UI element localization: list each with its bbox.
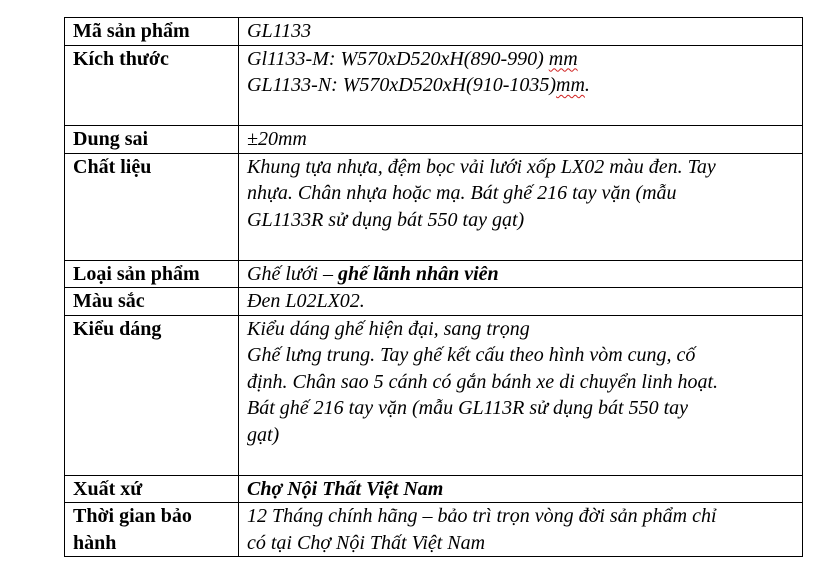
row-label: Kích thước — [65, 45, 239, 126]
value-line: Kiểu dáng ghế hiện đại, sang trọng — [247, 317, 530, 340]
origin-value — [239, 475, 803, 503]
value-line: 12 Tháng chính hãng – bảo trì trọn vòng đời sản phẩm chỉ — [247, 505, 717, 527]
table-row-product-type — [65, 260, 803, 288]
row-label: Màu sắc — [65, 288, 239, 316]
row-label: Chất liệu — [65, 153, 239, 260]
row-label: Dung sai — [65, 126, 239, 154]
row-label: Xuất xứ — [65, 475, 239, 503]
dimension-m: Gl1133-M: W570xD520xH(890-990) — [247, 47, 549, 70]
label-line: hành — [73, 531, 117, 554]
product-type-value — [239, 260, 803, 288]
value-line — [247, 261, 794, 288]
label-line: Thời gian bảo — [73, 505, 192, 527]
tolerance-value — [239, 126, 803, 154]
value-line: có tại Chợ Nội Thất Việt Nam — [247, 531, 486, 554]
table-row-style — [65, 315, 803, 475]
value-line: ±20mm — [247, 128, 307, 150]
value-line: Khung tựa nhựa, đệm bọc vải lưới xốp LX02 màu đen. Tay — [247, 155, 716, 178]
value-line — [247, 72, 794, 99]
value-line: Đen L02LX02. — [247, 290, 365, 312]
row-label: Mã sản phẩm — [65, 18, 239, 46]
value-line: Bát ghế 216 tay vặn (mẫu GL113R sử dụng bát 550 tay — [247, 397, 689, 419]
row-label: Loại sản phẩm — [65, 260, 239, 288]
value-line: định. Chân sao 5 cánh có gắn bánh xe di chuyển linh hoạt. — [247, 370, 719, 393]
unit-mm: mm — [548, 47, 578, 70]
table-row-warranty — [65, 503, 803, 557]
blank-line — [247, 448, 794, 475]
value-line: GL1133 — [247, 20, 312, 42]
blank-line — [247, 233, 794, 260]
value-line — [247, 46, 794, 73]
warranty-value — [239, 503, 803, 557]
table-row-dimensions — [65, 45, 803, 126]
value-line: Ghế lưng trung. Tay ghế kết cấu theo hình vòm cung, cố — [247, 344, 696, 366]
row-label — [65, 503, 239, 557]
dimension-n: GL1133-N: W570xD520xH(910-1035) — [247, 74, 557, 96]
blank-line — [247, 99, 794, 126]
table-row-origin — [65, 475, 803, 503]
value-line: gạt) — [247, 423, 280, 446]
table-row-tolerance — [65, 126, 803, 154]
dimension-end: . — [584, 74, 590, 96]
row-label: Kiểu dáng — [65, 315, 239, 475]
table-row-product-code — [65, 18, 803, 46]
value-line: nhựa. Chân nhựa hoặc mạ. Bát ghế 216 tay vặn (mẫu — [247, 182, 677, 204]
value-line: Chợ Nội Thất Việt Nam — [247, 477, 444, 500]
dimensions-value — [239, 45, 803, 126]
product-code-value — [239, 18, 803, 46]
type-bold: ghế lãnh nhân viên — [338, 262, 499, 285]
color-value — [239, 288, 803, 316]
product-spec-table — [64, 17, 803, 557]
unit-mm: mm — [556, 74, 585, 96]
value-line: GL1133R sử dụng bát 550 tay gạt) — [247, 208, 525, 231]
table-row-material — [65, 153, 803, 260]
type-plain: Ghế lưới – — [247, 262, 339, 285]
table-row-color — [65, 288, 803, 316]
material-value — [239, 153, 803, 260]
style-value — [239, 315, 803, 475]
